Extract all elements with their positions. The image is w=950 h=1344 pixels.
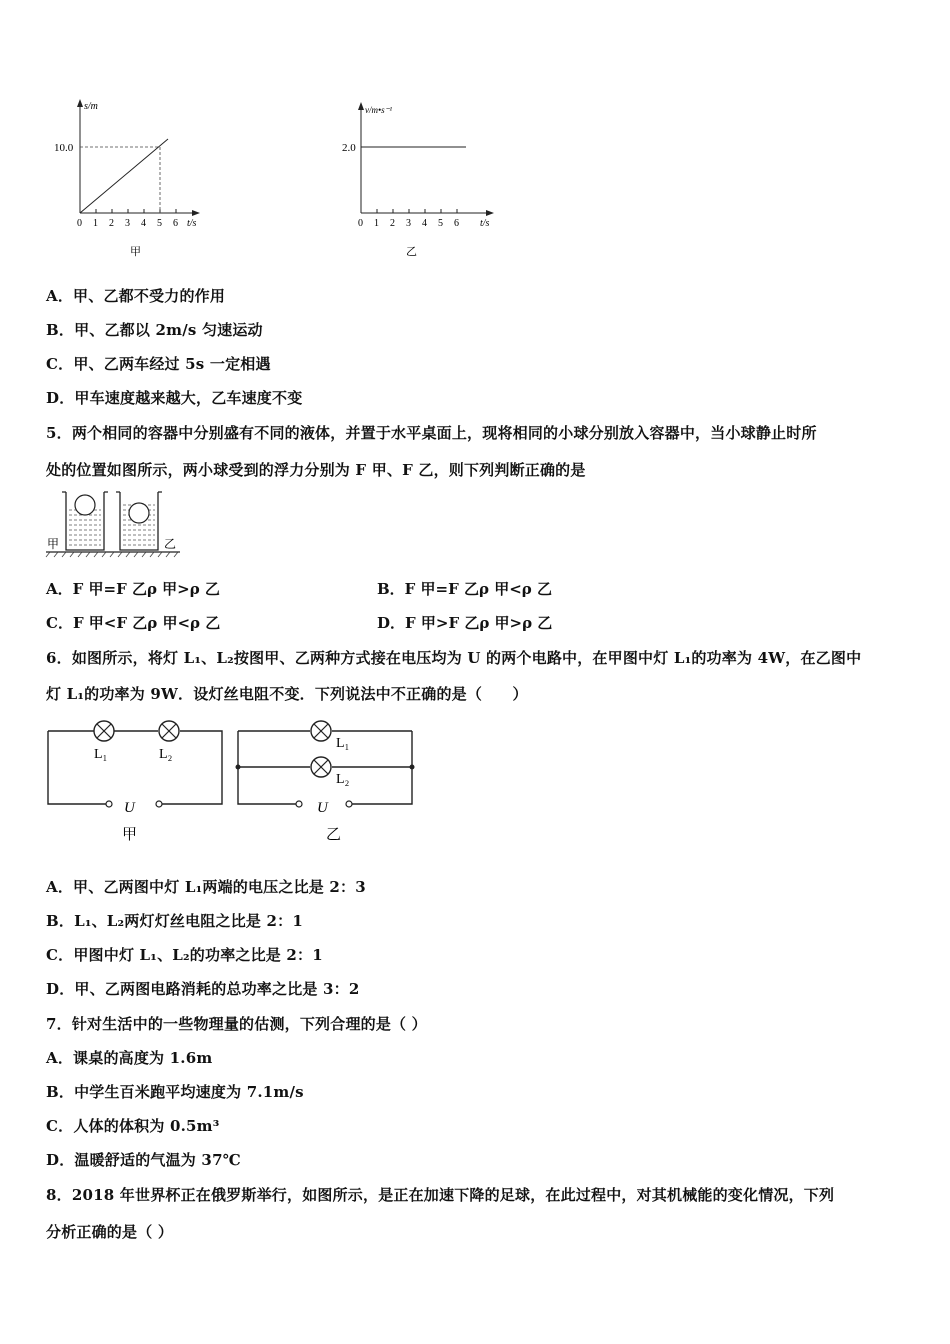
q6-jia-lamp-l1	[94, 721, 114, 741]
graph-jia-xtick-6: 6	[173, 218, 178, 229]
q7-option-b: B．中学生百米跑平均速度为 7.1m/s	[46, 1083, 304, 1101]
q8-stem-line1: 8．2018 年世界杯正在俄罗斯举行，如图所示，是正在加速下降的足球，在此过程中，对其机械能的变化情况，下列	[46, 1186, 835, 1204]
q7-stem: 7．针对生活中的一些物理量的估测，下列合理的是（ ）	[46, 1015, 427, 1033]
q5-fig-label-jia: 甲	[47, 537, 60, 551]
graph-yi-xtick-1: 1	[374, 218, 379, 229]
q5-fig-label-yi: 乙	[164, 537, 177, 551]
q6-jia-u-label: U	[124, 800, 135, 816]
q7-option-a: A．课桌的高度为 1.6m	[46, 1049, 213, 1067]
graph-jia-xtick-0: 0	[77, 218, 82, 229]
q5-ball-yi	[129, 503, 149, 523]
graph-jia-xlabel: t/s	[187, 218, 197, 229]
q4-option-d: D．甲车速度越来越大，乙车速度不变	[46, 389, 303, 407]
graph-yi-xtick-6: 6	[454, 218, 459, 229]
q6-jia-l2-label: L₂	[159, 747, 173, 762]
q5-option-d: D．F 甲>F 乙ρ 甲>ρ 乙	[377, 614, 553, 632]
graph-yi-xtick-0: 0	[358, 218, 363, 229]
graph-yi-xlabel: t/s	[480, 218, 490, 229]
q7-option-d: D．温暖舒适的气温为 37℃	[46, 1151, 241, 1169]
graph-jia-xtick-1: 1	[93, 218, 98, 229]
q6-option-a: A．甲、乙两图中灯 L₁两端的电压之比是 2：3	[46, 878, 366, 896]
q4-option-b: B．甲、乙都以 2m/s 匀速运动	[46, 321, 263, 339]
q4-option-c: C．甲、乙两车经过 5s 一定相遇	[46, 355, 271, 373]
graph-jia-caption: 甲	[130, 246, 141, 258]
graph-yi-xtick-2: 2	[390, 218, 395, 229]
q4-option-a: A．甲、乙都不受力的作用	[46, 287, 226, 305]
graph-jia-xtick-2: 2	[109, 218, 114, 229]
q6-yi-l2-label: L₂	[336, 772, 350, 787]
graph-jia-xtick-5: 5	[157, 218, 162, 229]
graph-jia-line	[80, 139, 168, 213]
graph-yi-ylabel: v/m•s⁻¹	[365, 105, 393, 115]
q5-container-jia	[62, 492, 108, 550]
q5-container-yi	[116, 492, 162, 550]
q5-figure	[44, 488, 184, 558]
q6-yi-lamp-l2	[311, 757, 331, 777]
q6-stem-line1: 6．如图所示，将灯 L₁、L₂按图甲、乙两种方式接在电压均为 U 的两个电路中，在甲图中灯 L₁的功率为 4W，在乙图中	[46, 649, 862, 667]
q7-option-c: C．人体的体积为 0.5m³	[46, 1117, 220, 1135]
graph-yi	[320, 95, 510, 265]
q6-yi-caption: 乙	[326, 827, 342, 843]
q6-circuit-jia	[44, 715, 229, 845]
q6-yi-lamp-l1	[311, 721, 331, 741]
graph-jia-xtick-4: 4	[141, 218, 146, 229]
graph-jia-xtick-3: 3	[125, 218, 130, 229]
q5-option-b: B．F 甲=F 乙ρ 甲<ρ 乙	[377, 580, 552, 598]
q5-option-c: C．F 甲<F 乙ρ 甲<ρ 乙	[46, 614, 221, 632]
graph-jia-ylabel: s/m	[84, 101, 98, 112]
graph-yi-xtick-5: 5	[438, 218, 443, 229]
q6-option-b: B．L₁、L₂两灯灯丝电阻之比是 2：1	[46, 912, 304, 930]
q6-jia-l1-label: L₁	[94, 747, 108, 762]
q6-yi-l1-label: L₁	[336, 736, 350, 751]
graph-yi-ytick: 2.0	[342, 142, 356, 154]
graph-yi-caption: 乙	[406, 246, 417, 258]
graph-yi-xtick-4: 4	[422, 218, 427, 229]
q5-stem-line2: 处的位置如图所示，两小球受到的浮力分别为 F 甲、F 乙，则下列判断正确的是	[46, 461, 586, 479]
q6-circuit-yi	[234, 715, 419, 845]
q5-ball-jia	[75, 495, 95, 515]
q5-stem-line1: 5．两个相同的容器中分别盛有不同的液体，并置于水平桌面上，现将相同的小球分别放入容器中，当小球静止时所	[46, 424, 817, 442]
graph-jia	[40, 95, 220, 265]
q6-option-d: D．甲、乙两图电路消耗的总功率之比是 3：2	[46, 980, 360, 998]
q5-option-a: A．F 甲=F 乙ρ 甲>ρ 乙	[46, 580, 220, 598]
graph-yi-xtick-3: 3	[406, 218, 411, 229]
q6-yi-u-label: U	[317, 800, 328, 816]
q6-jia-lamp-l2	[159, 721, 179, 741]
q6-stem-line2: 灯 L₁的功率为 9W．设灯丝电阻不变．下列说法中不正确的是（ ）	[46, 685, 528, 703]
q8-stem-line2: 分析正确的是（ ）	[46, 1223, 174, 1241]
q6-option-c: C．甲图中灯 L₁、L₂的功率之比是 2：1	[46, 946, 323, 964]
q6-jia-caption: 甲	[122, 827, 138, 843]
graph-jia-ytick: 10.0	[54, 142, 74, 154]
